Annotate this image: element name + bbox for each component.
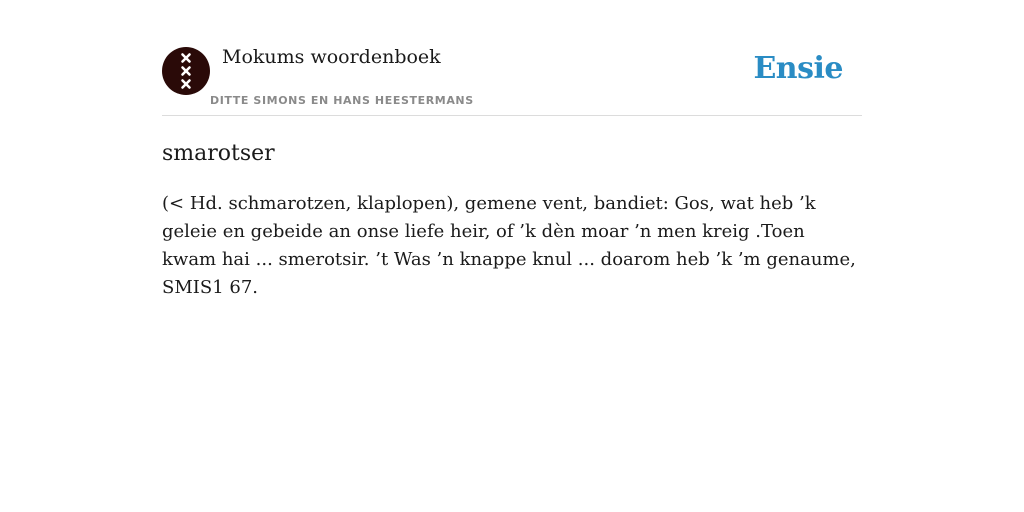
dictionary-title-link[interactable]: Mokums woordenboek [222,46,441,68]
entry-headword: smarotser [162,141,275,166]
header [162,47,862,116]
page [162,0,862,302]
entry-definition: (< Hd. schmarotzen, klaplopen), gemene vent, bandiet: Gos, wat heb ’k geleie en gebeide an onse liefe heir, of ’k dèn moar ’n men kreig .Toen kwam hai ... smerotsir. ’t Was ’n knappe knul ... doarom heb ’k ’m genaume, SMIS1 67. [162,193,856,298]
dictionary-authors: DITTE SIMONS EN HANS HEESTERMANS [210,94,474,107]
ensie-logo-link[interactable]: Ensie [753,51,843,86]
amsterdam-xxx-icon[interactable] [162,47,210,95]
